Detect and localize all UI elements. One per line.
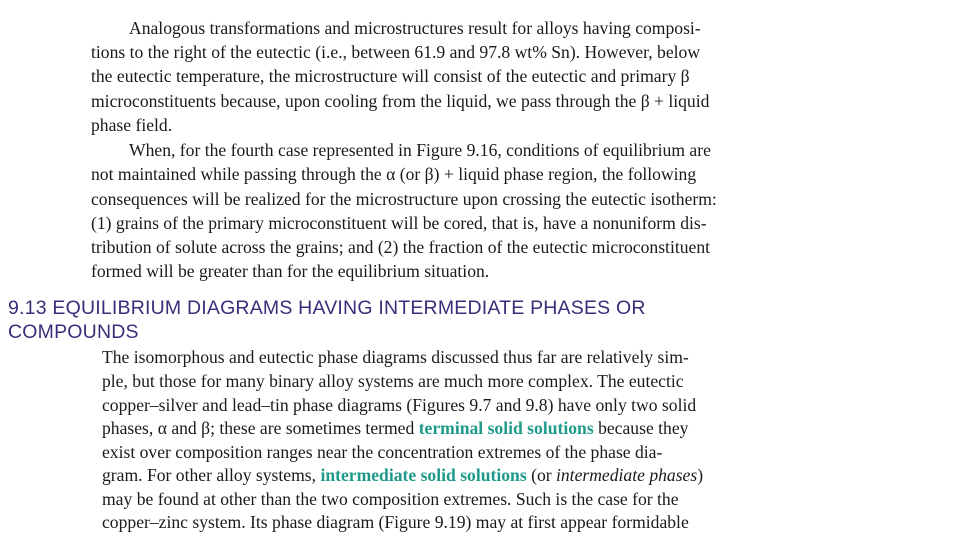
text-run: ) xyxy=(697,465,704,485)
section-heading xyxy=(8,296,646,344)
paragraph-line: microconstituents because, upon cooling from the liquid, we pass through the β + liquid xyxy=(91,91,710,111)
paragraph-line: may be found at other than the two composition extremes. Such is the case for the xyxy=(102,489,679,509)
paragraph-line: phase field. xyxy=(91,115,173,135)
paragraph-line: The isomorphous and eutectic phase diagrams discussed thus far are relatively sim- xyxy=(102,347,689,367)
paragraph-line: copper–zinc system. Its phase diagram (Figure 9.19) may at first appear formidable xyxy=(102,512,689,532)
text-run: because they xyxy=(593,418,689,438)
paragraph-line: (1) grains of the primary microconstituent will be cored, that is, have a nonuniform dis- xyxy=(91,213,707,233)
paragraph-line: Analogous transformations and microstructures result for alloys having composi- xyxy=(129,18,701,38)
paragraph-line: not maintained while passing through the α (or β) + liquid phase region, the following xyxy=(91,164,697,184)
text-run: phases, α and β; these are sometimes termed xyxy=(102,418,419,438)
paragraph-line: exist over composition ranges near the concentration extremes of the phase dia- xyxy=(102,442,663,462)
heading-line-1: 9.13 EQUILIBRIUM DIAGRAMS HAVING INTERMEDIATE PHASES OR xyxy=(8,297,646,319)
paragraph-line xyxy=(102,463,703,487)
paragraph-line: formed will be greater than for the equilibrium situation. xyxy=(91,261,490,281)
paragraph-line: the eutectic temperature, the microstructure will consist of the eutectic and primary β xyxy=(91,66,690,86)
paragraph-line: tribution of solute across the grains; and (2) the fraction of the eutectic microconstituent xyxy=(91,237,711,257)
term-terminal-solid-solutions: terminal solid solutions xyxy=(418,418,594,438)
paragraph-line: ple, but those for many binary alloy systems are much more complex. The eutectic xyxy=(102,371,684,391)
paragraph-line: tions to the right of the eutectic (i.e., between 61.9 and 97.8 wt% Sn). However, below xyxy=(91,42,701,62)
text-run: gram. For other alloy systems, xyxy=(102,465,321,485)
term-intermediate-solid-solutions: intermediate solid solutions xyxy=(320,465,527,485)
paragraph-line: consequences will be realized for the microstructure upon crossing the eutectic isotherm: xyxy=(91,189,717,209)
heading-line-2: COMPOUNDS xyxy=(8,321,139,343)
paragraph-line: When, for the fourth case represented in Figure 9.16, conditions of equilibrium are xyxy=(129,140,711,160)
text-run: (or xyxy=(526,465,556,485)
paragraph-line: copper–silver and lead–tin phase diagrams (Figures 9.7 and 9.8) have only two solid xyxy=(102,395,697,415)
italic-intermediate-phases: intermediate phases xyxy=(556,465,698,485)
paragraph-line xyxy=(102,416,688,440)
